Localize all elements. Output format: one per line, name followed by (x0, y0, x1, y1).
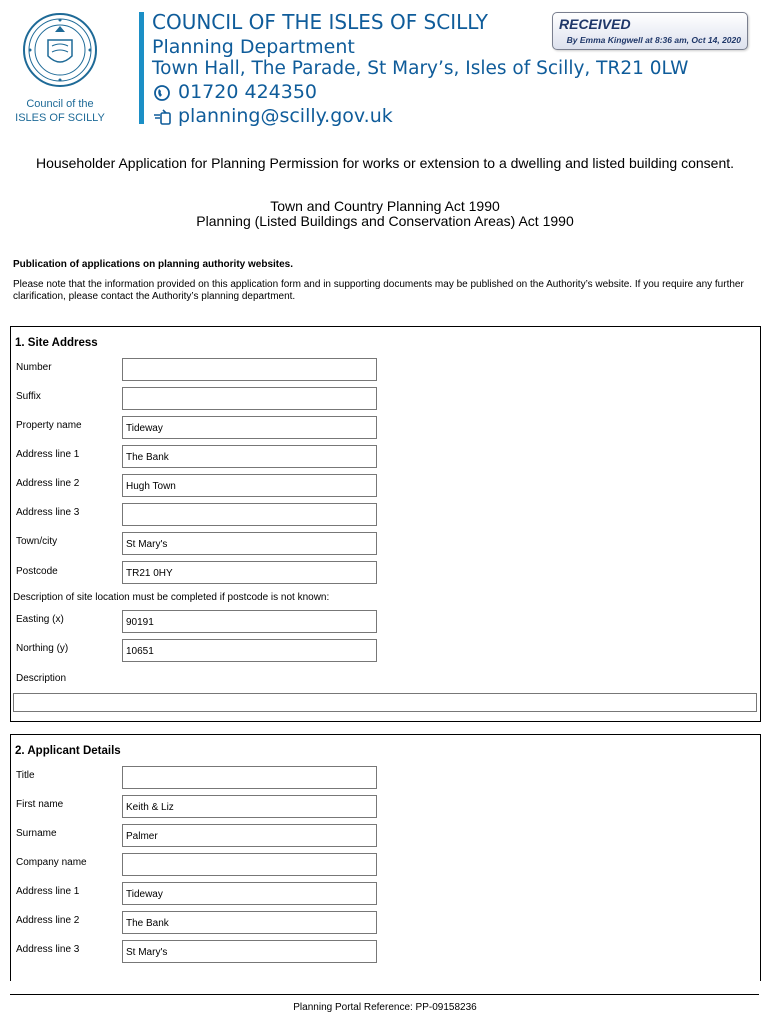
form-title: Householder Application for Planning Permission for works or extension to a dwelling and listed building consent. (35, 155, 735, 171)
title-field[interactable] (122, 766, 377, 789)
northing-field[interactable]: 10651 (122, 639, 377, 662)
applicant-address-line3-label: Address line 3 (16, 944, 80, 955)
council-email-link[interactable]: planning@scilly.gov.uk (178, 105, 393, 127)
company-name-field[interactable] (122, 853, 377, 876)
act-1: Town and Country Planning Act 1990 (270, 198, 500, 214)
property-name-field[interactable]: Tideway (122, 416, 377, 439)
phone-icon (152, 83, 172, 103)
council-phone: 01720 424350 (178, 81, 318, 103)
act-2: Planning (Listed Buildings and Conservation Areas) Act 1990 (196, 213, 574, 229)
department-name: Planning Department (152, 36, 355, 58)
easting-label: Easting (x) (16, 614, 64, 625)
logo-caption (12, 97, 108, 125)
publication-heading: Publication of applications on planning authority websites. (13, 259, 294, 270)
postcode-field[interactable]: TR21 0HY (122, 561, 377, 584)
easting-field[interactable]: 90191 (122, 610, 377, 633)
address-line1-field[interactable]: The Bank (122, 445, 377, 468)
stamp-title: RECEIVED (559, 16, 631, 32)
email-icon (152, 107, 172, 127)
received-stamp (552, 12, 748, 50)
legislation-block (20, 199, 750, 229)
address-line1-label: Address line 1 (16, 449, 80, 460)
address-line3-label: Address line 3 (16, 507, 80, 518)
town-label: Town/city (16, 536, 58, 547)
property-name-label: Property name (16, 420, 82, 431)
address-line3-field[interactable] (122, 503, 377, 526)
location-note: Description of site location must be completed if postcode is not known: (13, 592, 330, 603)
surname-field[interactable]: Palmer (122, 824, 377, 847)
description-label: Description (16, 673, 67, 684)
council-crest-logo (22, 12, 98, 88)
number-field[interactable] (122, 358, 377, 381)
applicant-address-line2-label: Address line 2 (16, 915, 80, 926)
first-name-field[interactable]: Keith & Liz (122, 795, 377, 818)
company-name-label: Company name (16, 857, 87, 868)
title-label: Title (16, 770, 35, 781)
section-title: 2. Applicant Details (15, 745, 121, 757)
description-field[interactable] (13, 693, 757, 712)
logo-caption-line1: Council of the (26, 98, 94, 110)
address-line2-field[interactable]: Hugh Town (122, 474, 377, 497)
site-address-section (10, 326, 761, 722)
portal-reference: Planning Portal Reference: PP-09158236 (293, 1002, 477, 1013)
first-name-label: First name (16, 799, 64, 810)
publication-note: Please note that the information provided on this application form and in supporting documents may be published on the Authority’s website. If you require any further clarification, please contact the Authority’s planning department. (13, 279, 744, 302)
stamp-received-by: By Emma Kingwell at 8:36 am, Oct 14, 2020 (566, 35, 741, 45)
number-label: Number (16, 362, 52, 373)
address-line2-label: Address line 2 (16, 478, 80, 489)
logo-caption-line2: ISLES OF SCILLY (15, 112, 105, 124)
header-divider (139, 12, 144, 124)
section-title: 1. Site Address (15, 337, 98, 349)
town-field[interactable]: St Mary's (122, 532, 377, 555)
suffix-field[interactable] (122, 387, 377, 410)
council-name: COUNCIL OF THE ISLES OF SCILLY (152, 10, 488, 34)
suffix-label: Suffix (16, 391, 41, 402)
postcode-label: Postcode (16, 566, 58, 577)
applicant-address-line3-field[interactable]: St Mary's (122, 940, 377, 963)
northing-label: Northing (y) (16, 643, 69, 654)
surname-label: Surname (16, 828, 57, 839)
applicant-details-section (10, 734, 761, 981)
council-address: Town Hall, The Parade, St Mary’s, Isles of Scilly, TR21 0LW (152, 58, 689, 79)
page-bottom-rule (10, 994, 759, 995)
applicant-address-line1-field[interactable]: Tideway (122, 882, 377, 905)
applicant-address-line2-field[interactable]: The Bank (122, 911, 377, 934)
applicant-address-line1-label: Address line 1 (16, 886, 80, 897)
